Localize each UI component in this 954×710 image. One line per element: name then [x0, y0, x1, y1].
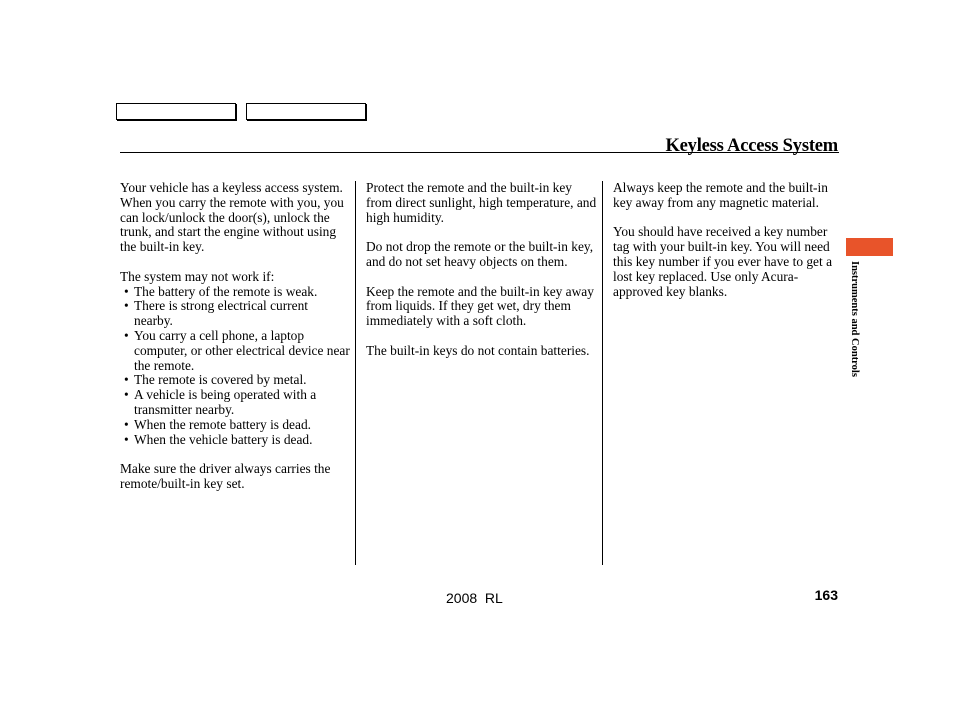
list-item: • The battery of the remote is weak.	[120, 285, 350, 300]
paragraph: The built-in keys do not contain batteries.	[366, 342, 590, 358]
list-item: • You carry a cell phone, a laptop computer, or other electrical device near the remote.	[120, 329, 350, 373]
list-item: • There is strong electrical current nearby.	[120, 299, 350, 329]
section-tab[interactable]	[846, 238, 893, 256]
list-heading: The system may not work if:	[120, 268, 275, 284]
column-3	[613, 181, 845, 314]
paragraph: Protect the remote and the built-in key from direct sunlight, high temperature, and high humidity.	[366, 180, 597, 225]
list-item: • The remote is covered by metal.	[120, 373, 350, 388]
column-1	[120, 181, 350, 507]
column-divider	[355, 181, 356, 565]
list-item: • When the remote battery is dead.	[120, 418, 350, 433]
outro-paragraph: Make sure the driver always carries the remote/built-in key set.	[120, 461, 331, 491]
nav-button-main-menu[interactable]	[116, 103, 236, 120]
title-divider	[120, 152, 839, 153]
nav-button-table-of-contents[interactable]	[246, 103, 366, 120]
conditions-list	[120, 285, 350, 448]
paragraph: You should have received a key number tag with your built-in key. You will need this key number if you ever have to get a lost key replaced. Use only Acura-approved key blanks.	[613, 224, 833, 299]
column-divider	[602, 181, 603, 565]
intro-paragraph: Your vehicle has a keyless access system. When you carry the remote with you, you can lock/unlock the door(s), unlock the trunk, and start the engine without using the built-in key.	[120, 180, 344, 255]
list-item: • When the vehicle battery is dead.	[120, 433, 350, 448]
paragraph: Do not drop the remote or the built-in key, and do not set heavy objects on them.	[366, 239, 594, 269]
paragraph: Always keep the remote and the built-in key away from any magnetic material.	[613, 180, 828, 210]
page-title: Keyless Access System	[665, 136, 838, 157]
column-2	[366, 181, 598, 373]
footer-model: 2008 RL	[446, 590, 503, 606]
paragraph: Keep the remote and the built-in key away from liquids. If they get wet, dry them immediately with a soft cloth.	[366, 283, 594, 329]
section-label: Instruments and Controls	[849, 261, 860, 377]
page-number: 163	[814, 587, 838, 603]
list-item: • A vehicle is being operated with a transmitter nearby.	[120, 388, 350, 418]
